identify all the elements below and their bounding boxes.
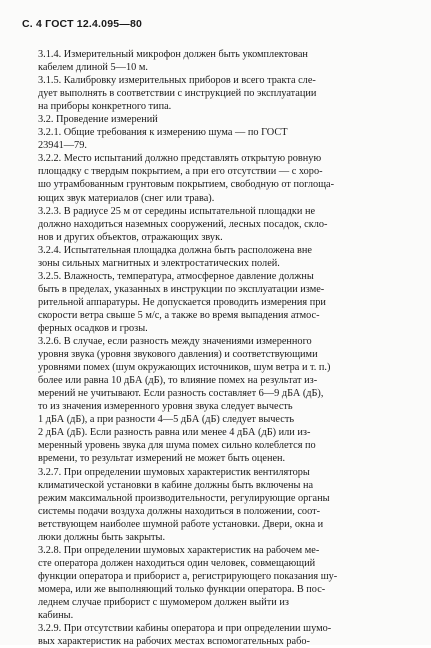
text-line: ферных осадков и грозы.: [38, 322, 148, 334]
text-line: 1 дБА (дБ), а при разности 4—5 дБА (дБ) следует вычесть: [38, 414, 295, 426]
paragraph-3-1-4: [38, 48, 408, 74]
text-line: времени, то результат измерений не может быть оценен.: [38, 453, 286, 465]
text-line: системы подачи воздуха должны находиться в положении, соот-: [38, 505, 321, 517]
text-line: меренный уровень звука для шума помех сильно колеблется по: [38, 440, 316, 452]
text-line: режим максимальной производительности, регулирующие органы: [38, 492, 330, 504]
text-line: более или равна 10 дБА (дБ), то влияние помех на результат из-: [38, 375, 318, 387]
paragraph-3-2-3: [38, 205, 408, 244]
paragraph-3-2-9: [38, 622, 408, 648]
text-line: 3.2.5. Влажность, температура, атмосферное давление должны: [38, 270, 314, 282]
document-body: [38, 48, 408, 648]
text-line: 23941—79.: [38, 140, 87, 152]
text-line: 3.2.9. При отсутствии кабины оператора и при определении шумо-: [38, 623, 332, 635]
text-line: 3.2.7. При определении шумовых характеристик вентиляторы: [38, 466, 310, 478]
text-line: ющих звук материалов (снег или трава).: [38, 192, 215, 204]
text-line: уровня звука (уровня звукового давления) и соответствующими: [38, 349, 318, 361]
text-line: шо утрамбованным грунтовым покрытием, свободную от поглоща-: [38, 179, 335, 191]
paragraph-3-2-5: [38, 270, 408, 335]
text-line: леднем случае приборист с шумомером должен выйти из: [38, 596, 289, 608]
text-line: 2 дБА (дБ). Если разность равна или менее 4 дБА (дБ) или из-: [38, 427, 311, 439]
text-line: 3.2.1. Общие требования к измерению шума — по ГОСТ: [38, 127, 288, 139]
page-header: С. 4 ГОСТ 12.4.095—80: [22, 18, 143, 30]
text-line: 3.2.4. Испытательная площадка должна быть расположена вне: [38, 244, 313, 256]
paragraph-3-2-4: [38, 244, 408, 270]
text-line: 3.2.6. В случае, если разность между значениями измеренного: [38, 336, 312, 348]
text-line: дует выполнять в соответствии с инструкцией по эксплуатации: [38, 88, 317, 100]
text-line: 3.2.8. При определении шумовых характеристик на рабочем ме-: [38, 544, 320, 556]
text-line: скорости ветра свыше 5 м/с, а также во время выпадения атмос-: [38, 309, 320, 321]
text-line: на приборы конкретного типа.: [38, 101, 172, 113]
paragraph-3-2-7: [38, 466, 408, 544]
section-heading: 3.2. Проведение измерений: [38, 114, 158, 126]
section-heading-3-2: [38, 113, 408, 126]
paragraph-3-2-8: [38, 544, 408, 622]
text-line: быть в пределах, указанных в инструкции по эксплуатации изме-: [38, 283, 325, 295]
paragraph-3-2-6: [38, 335, 408, 465]
text-line: 3.2.2. Место испытаний должно представлять открытую ровную: [38, 153, 322, 165]
text-line: сте оператора должен находиться один человек, совмещающий: [38, 557, 316, 569]
paragraph-3-2-2: [38, 152, 408, 204]
text-line: мерений не учитывают. Если разность составляет 6—9 дБА (дБ),: [38, 388, 324, 400]
text-line: должно находиться наземных сооружений, лесных посадок, скло-: [38, 218, 328, 230]
text-line: то из значения измеренного уровня звука следует вычесть: [38, 401, 293, 413]
text-line: климатической установки в кабине должны быть включены на: [38, 479, 314, 491]
text-line: уровнями помех (шум окружающих источников, шум ветра и т. п.): [38, 362, 331, 374]
text-line: рительной аппаратуры. Не допускается проводить измерения при: [38, 296, 326, 308]
text-line: 3.1.4. Измерительный микрофон должен быть укомплектован: [38, 49, 308, 60]
text-line: функции оператора и приборист а, регистрирующего показания шу-: [38, 570, 338, 582]
text-line: кабины.: [38, 610, 74, 622]
text-line: 3.1.5. Калибровку измерительных приборов и всего тракта сле-: [38, 75, 316, 87]
text-line: ветствующем наиболее шумной работе установки. Двери, окна и: [38, 518, 324, 530]
text-line: нов и других объектов, отражающих звук.: [38, 231, 223, 243]
text-line: площадку с твердым покрытием, а при его отсутствии — с хоро-: [38, 166, 323, 178]
text-line: зоны сильных магнитных и электростатических полей.: [38, 257, 280, 269]
text-line: кабелем длиной 5—10 м.: [38, 62, 148, 74]
text-line: 3.2.3. В радиусе 25 м от середины испытательной площадки не: [38, 205, 316, 217]
text-line: люки должны быть закрыты.: [38, 531, 166, 543]
text-line: момера, или же выполняющий только функции оператора. В пос-: [38, 583, 326, 595]
paragraph-3-1-5: [38, 74, 408, 113]
text-line: вых характеристик на рабочих местах вспомогательных рабо-: [38, 636, 310, 648]
paragraph-3-2-1: [38, 126, 408, 152]
